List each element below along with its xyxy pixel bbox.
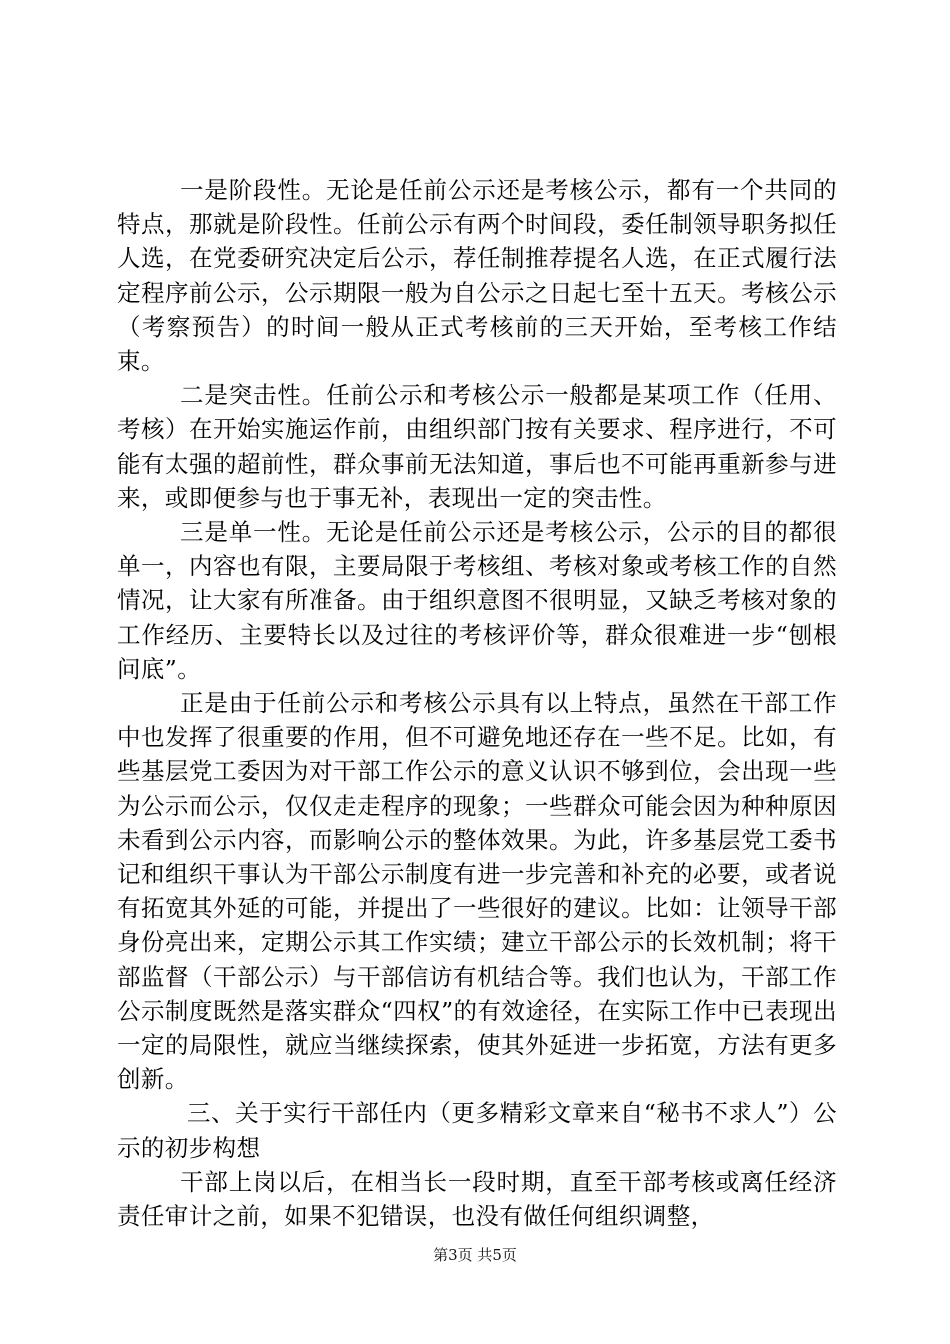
page-footer: 第3页 共5页: [433, 1246, 517, 1264]
paragraph-suddenness: 二是突击性。任前公示和考核公示一般都是某项工作（任用、考核）在开始实施运作前，由组织部门按有关要求、程序进行，不可能有太强的超前性，群众事前无法知道，事后也不可能再重新参与进来，或即便参与也于事无补，表现出一定的突击性。: [117, 381, 837, 512]
section-heading: 三、关于实行干部任内（更多精彩文章来自“秘书不求人”）公示的初步构想: [117, 1099, 837, 1162]
paragraph-shortcomings: 正是由于任前公示和考核公示具有以上特点，虽然在干部工作中也发挥了很重要的作用，但不可避免地还存在一些不足。比如，有些基层党工委因为对干部工作公示的意义认识不够到位，会出现一些为公示而公示，仅仅走走程序的现象；一些群众可能会因为种种原因未看到公示内容，而影响公示的整体效果。为此，许多基层党工委书记和组织干事认为干部公示制度有进一步完善和补充的必要，或者说有拓宽其外延的可能，并提出了一些很好的建议。比如：让领导干部身份亮出来，定期公示其工作实绩；建立干部公示的长效机制；将干部监督（干部公示）与干部信访有机结合等。我们也认为，干部工作公示制度既然是落实群众“四权”的有效途径，在实际工作中已表现出一定的局限性，就应当继续探索，使其外延进一步拓宽，方法有更多创新。: [117, 689, 837, 1094]
paragraph-after-appointment: 干部上岗以后，在相当长一段时期，直至干部考核或离任经济责任审计之前，如果不犯错误，也没有做任何组织调整，: [117, 1167, 837, 1231]
paragraph-singularity: 三是单一性。无论是任前公示还是考核公示，公示的目的都很单一，内容也有限，主要局限于考核组、考核对象或考核工作的自然情况，让大家有所准备。由于组织意图不很明显，又缺乏考核对象的工作经历、主要特长以及过往的考核评价等，群众很难进一步“刨根问底”。: [117, 518, 837, 683]
paragraph-stage-nature: 一是阶段性。无论是任前公示还是考核公示，都有一个共同的特点，那就是阶段性。任前公示有两个时间段，委任制领导职务拟任人选，在党委研究决定后公示，荐任制推荐提名人选，在正式履行法定程序前公示，公示期限一般为自公示之日起七至十五天。考核公示（考察预告）的时间一般从正式考核前的三天开始，至考核工作结束。: [117, 176, 837, 376]
document-body: [117, 173, 837, 1233]
